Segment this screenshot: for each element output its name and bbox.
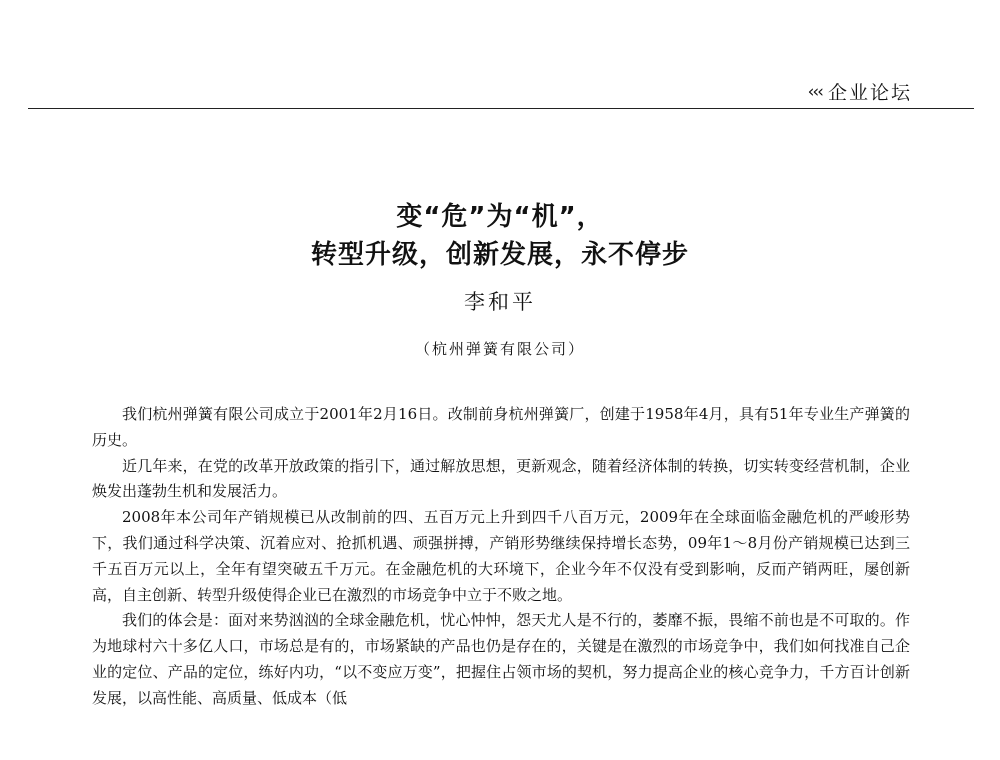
running-header xyxy=(808,78,912,105)
article-author: 李和平 xyxy=(464,290,536,314)
section-title: 企业论坛 xyxy=(827,82,912,104)
header-rule xyxy=(28,108,974,109)
body-paragraph: 2008年本公司年产销规模已从改制前的四、五百万元上升到四千八百万元，2009年在全球面临金融危机的严峻形势下，我们通过科学决策、沉着应对、抢抓机遇、顽强拼搏，产销形势继续保持增长态势，09年1～8月份产销规模已达到三千五百万元以上，全年有望突破五千万元。在金融危机的大环境下，企业今年不仅没有受到影响，反而产销两旺，屡创新高，自主创新、转型升级使得企业已在激烈的市场竞争中立于不败之地。 xyxy=(92,508,910,604)
triple-chevron-left-icon: ‹‹‹ xyxy=(807,81,822,102)
body-paragraph: 我们杭州弹簧有限公司成立于2001年2月16日。改制前身杭州弹簧厂，创建于1958年4月，具有51年专业生产弹簧的历史。 xyxy=(92,405,910,449)
body-paragraph: 我们的体会是：面对来势汹汹的全球金融危机，忧心忡忡，怨天尤人是不行的，萎靡不振，畏缩不前也是不可取的。作为地球村六十多亿人口，市场总是有的，市场紧缺的产品也仍是存在的，关键是在激烈的市场竞争中，我们如何找准自己企业的定位、产品的定位，练好内功，“以不变应万变”，把握住占领市场的契机，努力提高企业的核心竞争力，千方百计创新发展，以高性能、高质量、低成本（低 xyxy=(92,611,910,707)
author-affiliation: （杭州弹簧有限公司） xyxy=(414,340,585,358)
article-title-line-2: 转型升级，创新发展，永不停步 xyxy=(310,240,689,270)
article-title-line-1: 变“危”为“机”， xyxy=(396,202,604,232)
body-paragraph: 近几年来，在党的改革开放政策的指引下，通过解放思想，更新观念，随着经济体制的转换，切实转变经营机制，企业焕发出蓬勃生机和发展活力。 xyxy=(92,456,910,501)
article-body xyxy=(92,402,910,712)
